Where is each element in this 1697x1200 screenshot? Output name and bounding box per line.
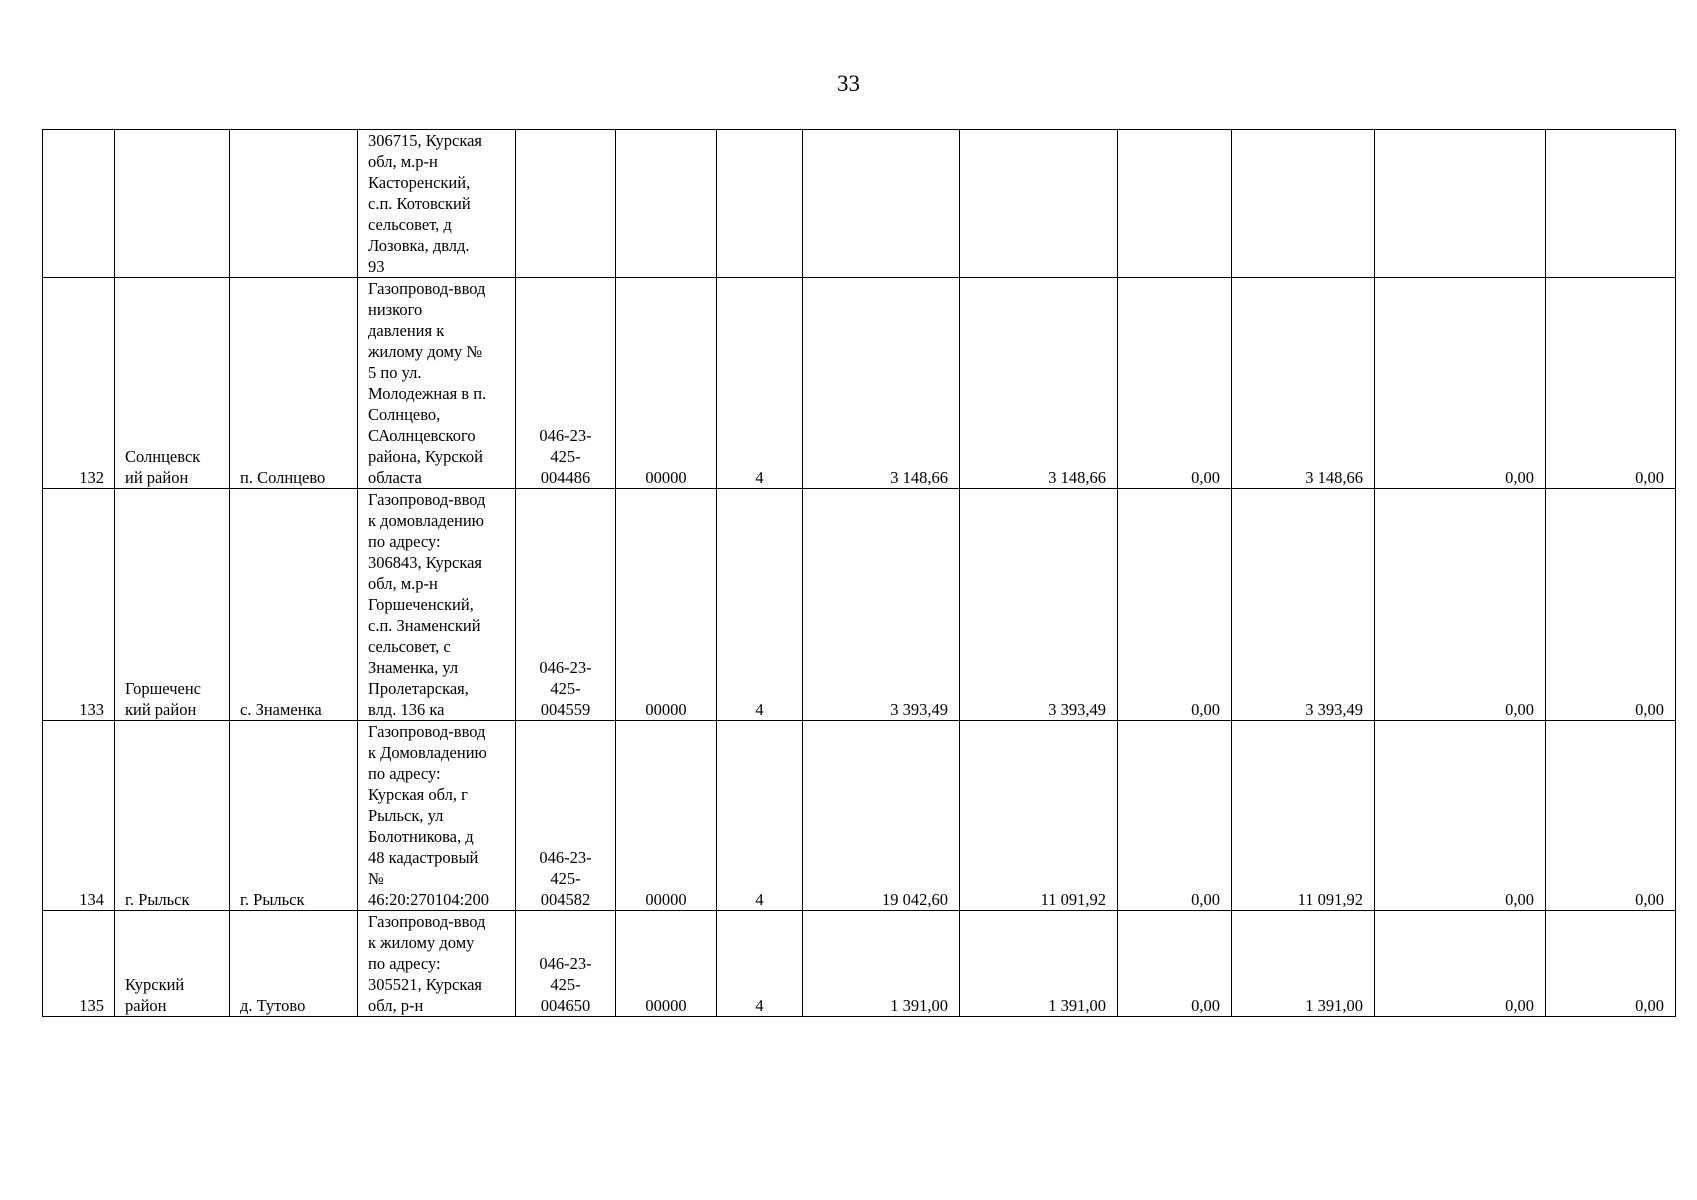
amount-3-cell: 0,00 [1118,911,1232,1017]
reg-number-cell: 046-23- 425- 004559 [516,489,616,721]
district-cell: Солнцевск ий район [115,278,230,489]
reg-number-cell: 046-23- 425- 004486 [516,278,616,489]
description-cell: Газопровод-ввод низкого давления к жилому дому № 5 по ул. Молодежная в п. Солнцево, САолнцевского района, Курской областа [358,278,516,489]
amount-5-cell: 0,00 [1375,911,1546,1017]
reg-number-cell [516,130,616,278]
amount-4-cell [1232,130,1375,278]
amount-2-cell: 1 391,00 [960,911,1118,1017]
amount-6-cell: 0,00 [1546,911,1676,1017]
data-table [42,129,1676,1017]
row-number-cell [43,130,115,278]
amount-3-cell: 0,00 [1118,489,1232,721]
reg-number-cell: 046-23- 425- 004582 [516,721,616,911]
amount-6-cell: 0,00 [1546,278,1676,489]
description-cell: Газопровод-ввод к Домовладению по адресу: Курская обл, г Рыльск, ул Болотникова, д 48 кадастровый № 46:20:270104:200 [358,721,516,911]
table-row [43,721,1676,911]
row-number-cell: 134 [43,721,115,911]
amount-4-cell: 1 391,00 [1232,911,1375,1017]
settlement-cell: д. Тутово [230,911,358,1017]
amount-5-cell [1375,130,1546,278]
category-cell: 4 [717,489,803,721]
settlement-cell: п. Солнцево [230,278,358,489]
amount-1-cell: 19 042,60 [803,721,960,911]
description-cell: 306715, Курская обл, м.р-н Касторенский, с.п. Котовский сельсовет, д Лозовка, двлд. 93 [358,130,516,278]
code-cell: 00000 [616,911,717,1017]
amount-6-cell: 0,00 [1546,489,1676,721]
settlement-cell: г. Рыльск [230,721,358,911]
category-cell: 4 [717,278,803,489]
table-row [43,278,1676,489]
description-cell: Газопровод-ввод к домовладению по адресу: 306843, Курская обл, м.р-н Горшеченский, с.п. Знаменский сельсовет, с Знаменка, ул Пролетарская, влд. 136 ка [358,489,516,721]
page-number: 33 [837,71,860,96]
amount-5-cell: 0,00 [1375,278,1546,489]
amount-2-cell [960,130,1118,278]
amount-3-cell [1118,130,1232,278]
row-number-cell: 132 [43,278,115,489]
amount-4-cell: 3 148,66 [1232,278,1375,489]
amount-2-cell: 3 393,49 [960,489,1118,721]
amount-1-cell: 3 148,66 [803,278,960,489]
settlement-cell: с. Знаменка [230,489,358,721]
category-cell: 4 [717,911,803,1017]
table-row [43,489,1676,721]
category-cell [717,130,803,278]
district-cell: Курский район [115,911,230,1017]
amount-1-cell: 1 391,00 [803,911,960,1017]
amount-1-cell: 3 393,49 [803,489,960,721]
amount-3-cell: 0,00 [1118,278,1232,489]
settlement-cell [230,130,358,278]
amount-2-cell: 3 148,66 [960,278,1118,489]
row-number-cell: 133 [43,489,115,721]
table-row [43,911,1676,1017]
code-cell [616,130,717,278]
code-cell: 00000 [616,278,717,489]
district-cell [115,130,230,278]
category-cell: 4 [717,721,803,911]
amount-5-cell: 0,00 [1375,489,1546,721]
amount-5-cell: 0,00 [1375,721,1546,911]
amount-6-cell [1546,130,1676,278]
amount-1-cell [803,130,960,278]
district-cell: г. Рыльск [115,721,230,911]
description-cell: Газопровод-ввод к жилому дому по адресу: 305521, Курская обл, р-н [358,911,516,1017]
amount-4-cell: 11 091,92 [1232,721,1375,911]
amount-3-cell: 0,00 [1118,721,1232,911]
row-number-cell: 135 [43,911,115,1017]
table-row [43,130,1676,278]
amount-4-cell: 3 393,49 [1232,489,1375,721]
code-cell: 00000 [616,489,717,721]
amount-6-cell: 0,00 [1546,721,1676,911]
amount-2-cell: 11 091,92 [960,721,1118,911]
reg-number-cell: 046-23- 425- 004650 [516,911,616,1017]
code-cell: 00000 [616,721,717,911]
district-cell: Горшеченс кий район [115,489,230,721]
